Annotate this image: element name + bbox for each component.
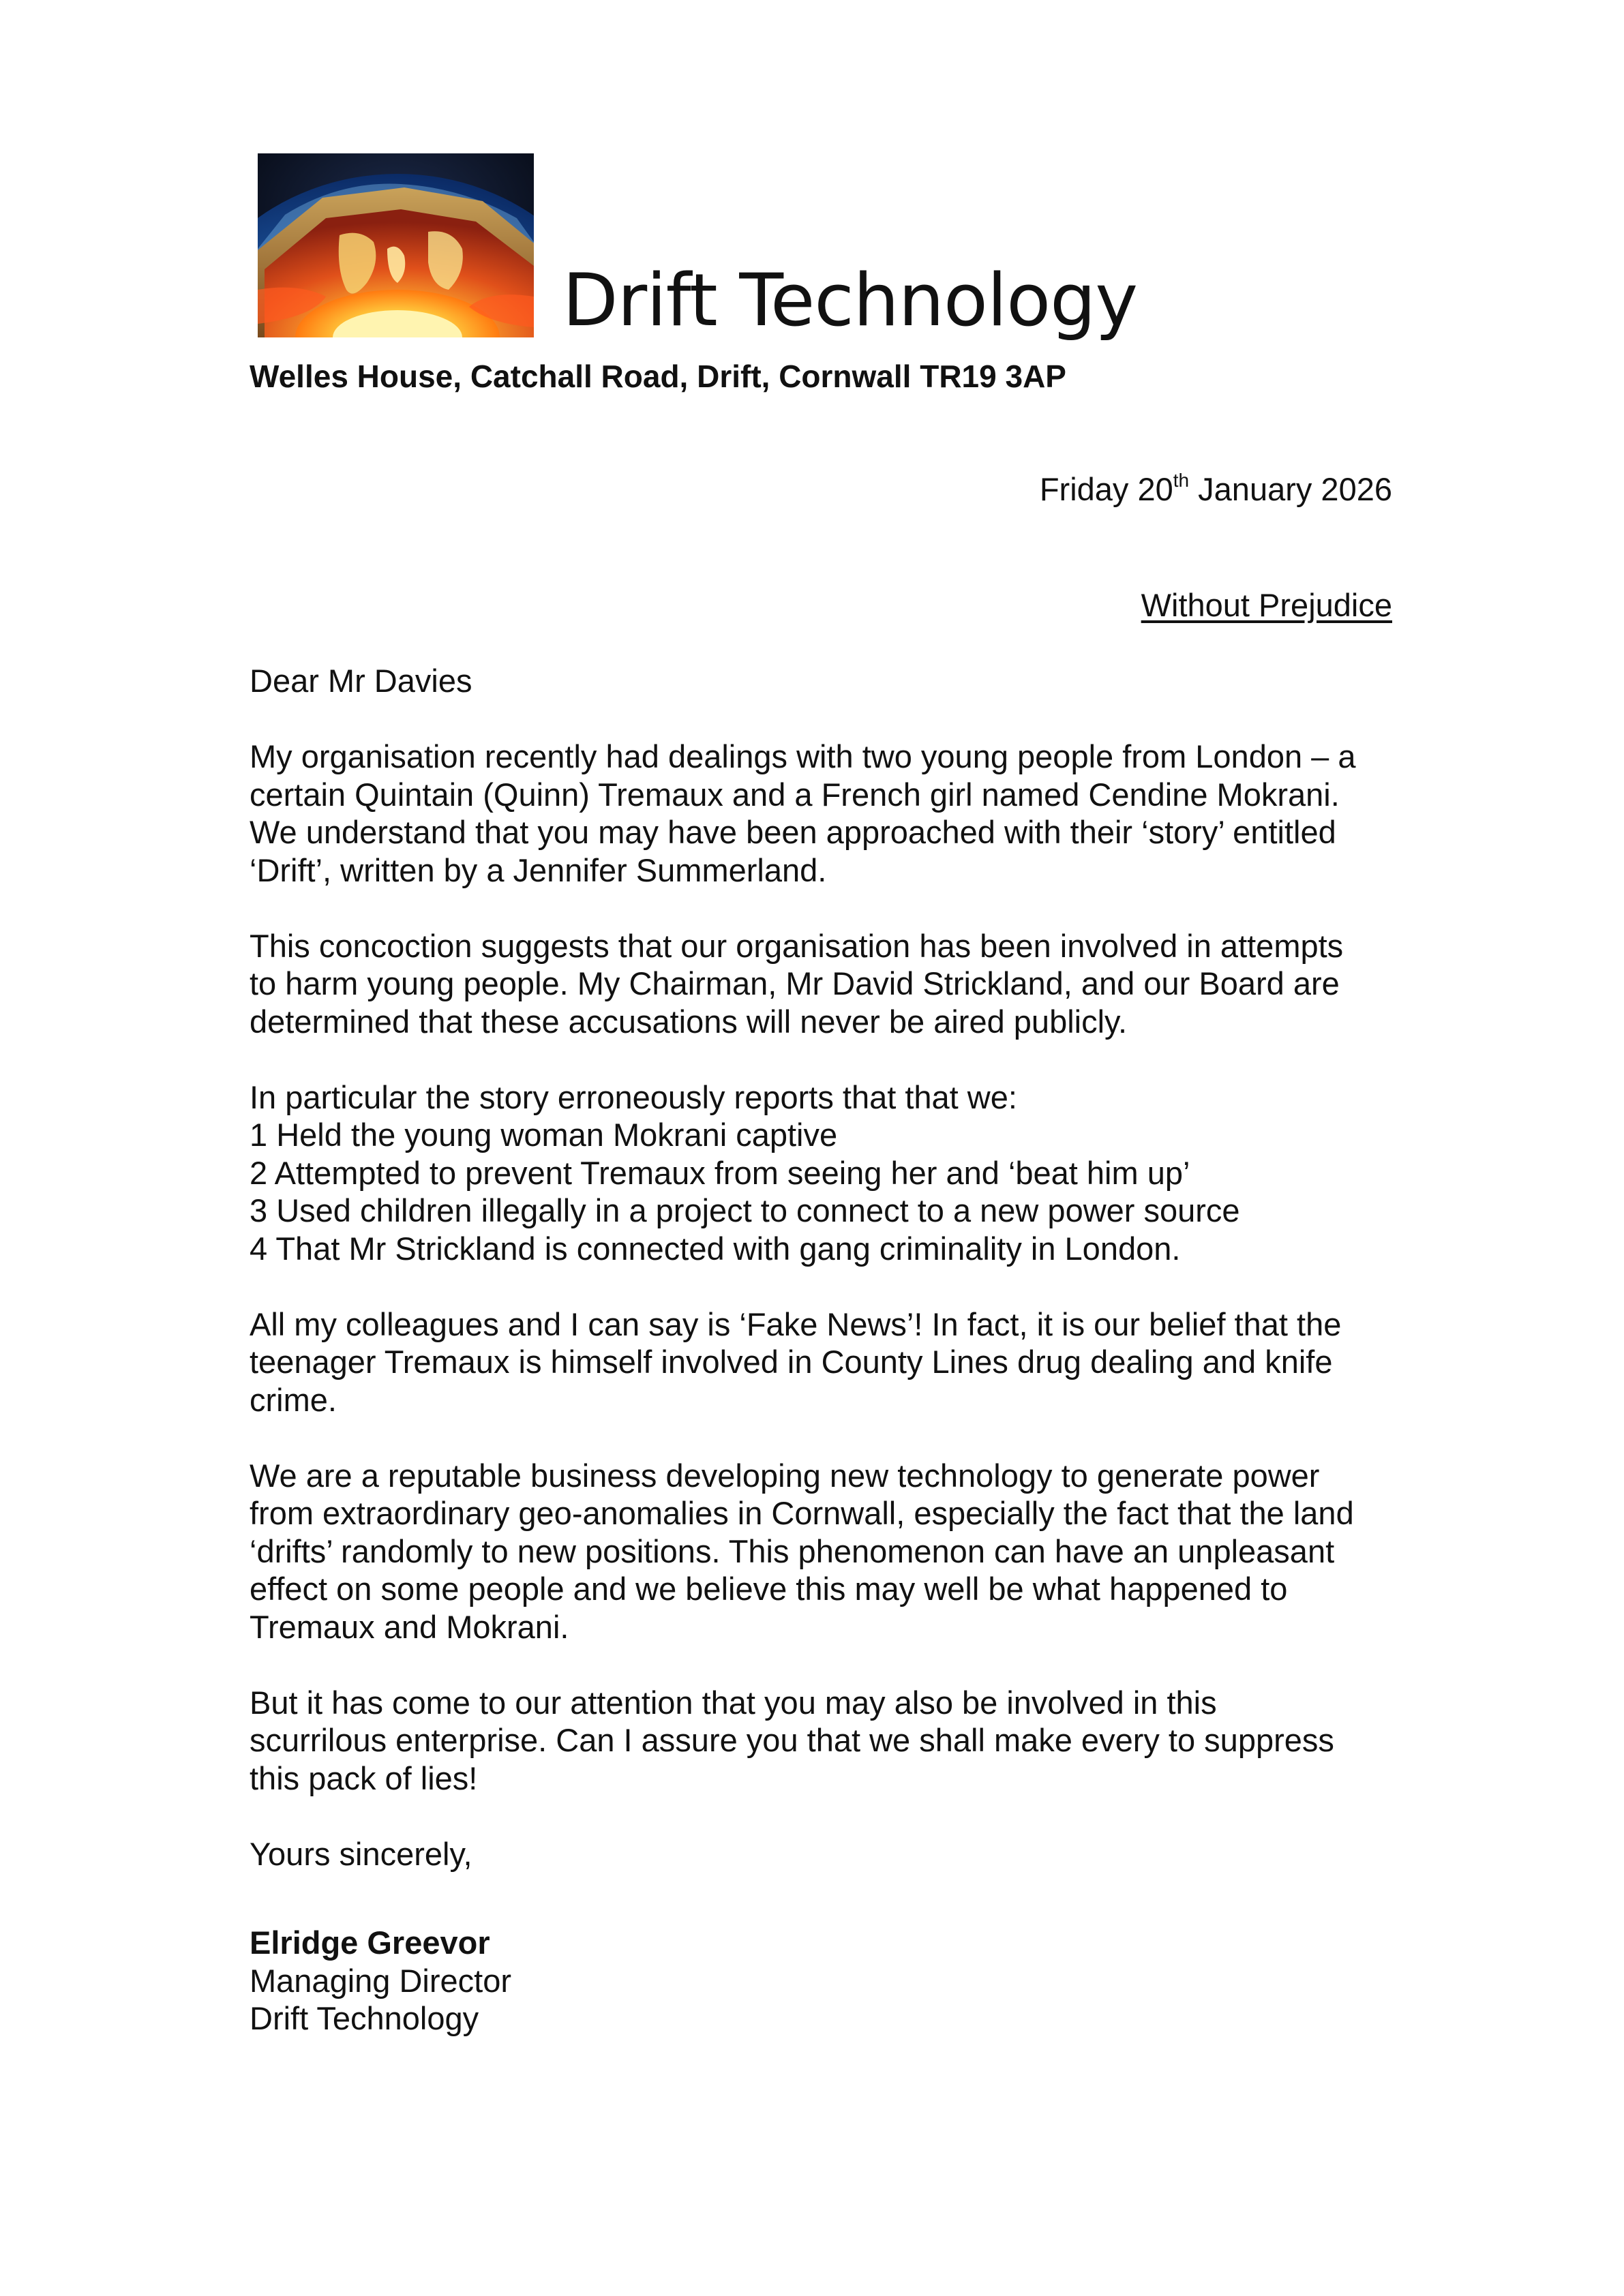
signatory-name: Elridge Greevor: [250, 1924, 490, 1961]
list-item: 1 Held the young woman Mokrani captive: [250, 1117, 838, 1153]
company-address: Welles House, Catchall Road, Drift, Cornwall TR19 3AP: [250, 359, 1066, 394]
text-line: crime.: [250, 1381, 337, 1418]
paragraph-5: [250, 1457, 1422, 1646]
letter-date: [1040, 470, 1392, 509]
date-month-year: January 2026: [1189, 471, 1392, 507]
text-line: certain Quintain (Quinn) Tremaux and a French girl named Cendine Mokrani.: [250, 776, 1340, 813]
signatory-company: Drift Technology: [250, 2000, 479, 2036]
text-line: scurrilous enterprise. Can I assure you that we shall make every to suppress: [250, 1722, 1334, 1758]
text-line: We understand that you may have been approached with their ‘story’ entitled: [250, 814, 1336, 850]
paragraph-6: [250, 1684, 1422, 1798]
list-item: 3 Used children illegally in a project to connect to a new power source: [250, 1192, 1240, 1228]
without-prejudice-marking: Without Prejudice: [1141, 587, 1392, 623]
company-name: Drift Technology: [562, 258, 1138, 342]
signatory-title: Managing Director: [250, 1962, 512, 1999]
text-line: from extraordinary geo-anomalies in Cornwall, especially the fact that the land: [250, 1495, 1354, 1531]
text-line: effect on some people and we believe this may well be what happened to: [250, 1571, 1288, 1607]
text-line: ‘Drift’, written by a Jennifer Summerland.: [250, 851, 827, 888]
earth-cross-section-icon: [258, 153, 534, 337]
date-ordinal: th: [1173, 470, 1190, 491]
text-line: this pack of lies!: [250, 1759, 478, 1796]
text-line: All my colleagues and I can say is ‘Fake News’! In fact, it is our belief that the: [250, 1305, 1342, 1342]
closing: Yours sincerely,: [250, 1835, 472, 1872]
text-line: teenager Tremaux is himself involved in County Lines drug dealing and knife: [250, 1344, 1333, 1380]
letter-body: [250, 662, 1422, 1911]
signature-block: [250, 1924, 511, 2038]
text-line: ‘drifts’ randomly to new positions. This phenomenon can have an unpleasant: [250, 1532, 1335, 1569]
text-line: Tremaux and Mokrani.: [250, 1608, 569, 1645]
text-line: to harm young people. My Chairman, Mr David Strickland, and our Board are: [250, 965, 1340, 1001]
text-line: This concoction suggests that our organisation has been involved in attempts: [250, 927, 1344, 964]
list-intro: In particular the story erroneously reports that that we:: [250, 1078, 1017, 1115]
salutation: Dear Mr Davies: [250, 663, 472, 699]
text-line: My organisation recently had dealings with two young people from London – a: [250, 738, 1356, 774]
paragraph-3: [250, 1078, 1422, 1268]
date-day: Friday 20: [1039, 471, 1173, 507]
paragraph-2: [250, 927, 1422, 1041]
list-item: 4 That Mr Strickland is connected with gang criminality in London.: [250, 1230, 1181, 1267]
text-line: We are a reputable business developing new technology to generate power: [250, 1457, 1320, 1494]
text-line: But it has come to our attention that you may also be involved in this: [250, 1684, 1217, 1721]
paragraph-1: [250, 738, 1422, 889]
list-item: 2 Attempted to prevent Tremaux from seeing her and ‘beat him up’: [250, 1154, 1190, 1191]
paragraph-4: [250, 1305, 1422, 1419]
text-line: determined that these accusations will never be aired publicly.: [250, 1003, 1128, 1040]
